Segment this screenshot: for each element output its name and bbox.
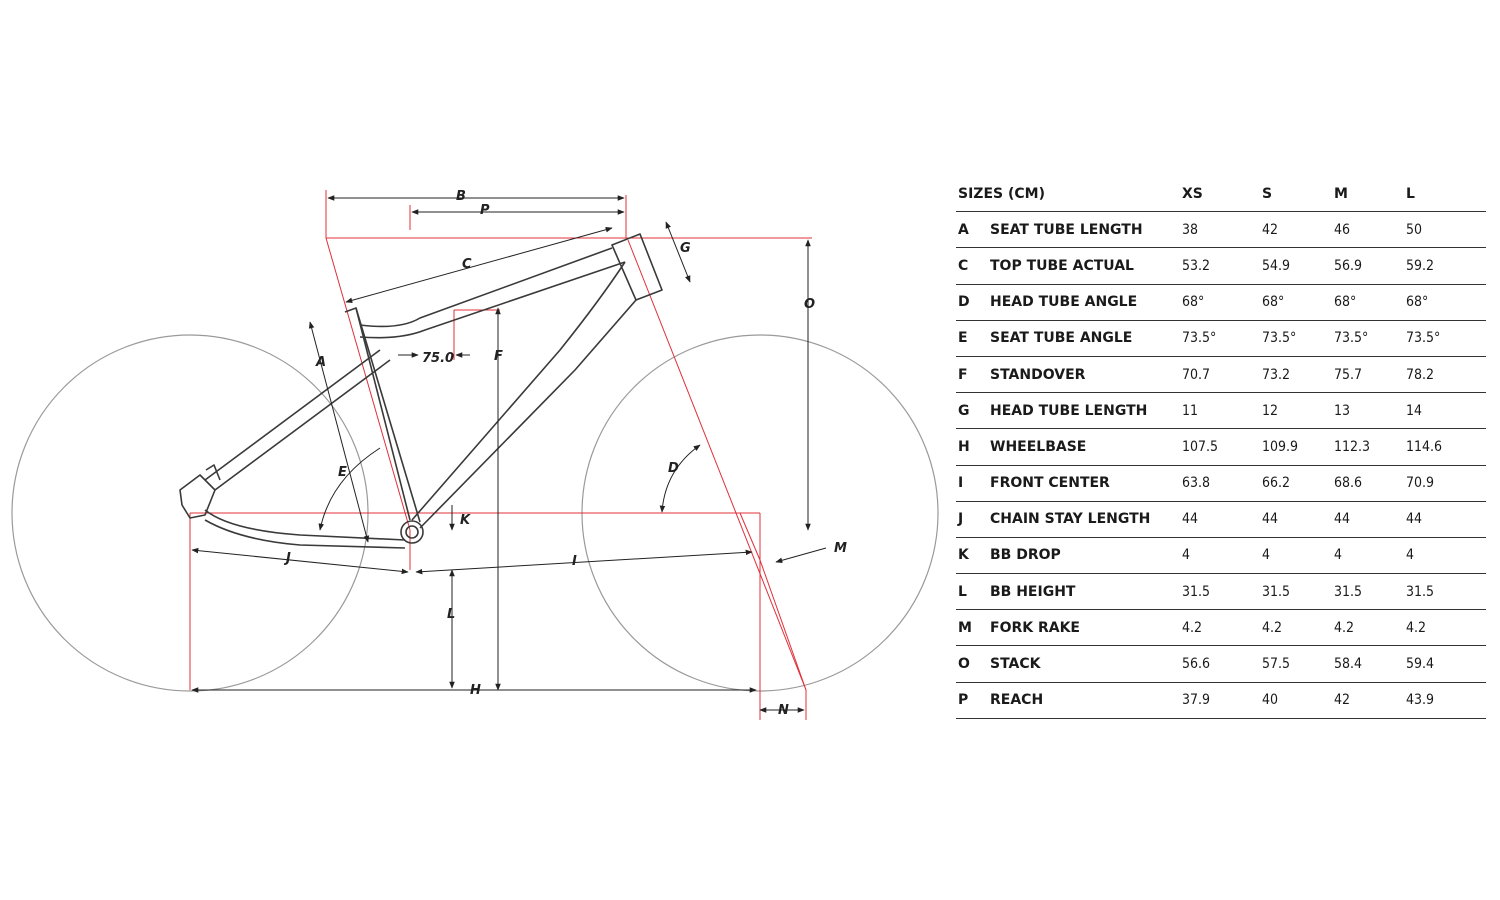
value-m: 4 [1334, 537, 1406, 573]
row-name: BB HEIGHT [990, 574, 1182, 610]
table-row [956, 393, 1486, 429]
row-code: J [956, 501, 990, 537]
label-i: I [572, 554, 577, 569]
value-l: 59.4 [1406, 646, 1486, 682]
value-l: 73.5° [1406, 320, 1486, 356]
header-xs: XS [1182, 176, 1262, 212]
value-xs: 11 [1182, 393, 1262, 429]
row-name: WHEELBASE [990, 429, 1182, 465]
value-m: 31.5 [1334, 574, 1406, 610]
table-row [956, 284, 1486, 320]
value-l: 4 [1406, 537, 1486, 573]
value-xs: 53.2 [1182, 248, 1262, 284]
row-code: A [956, 212, 990, 248]
value-m: 68° [1334, 284, 1406, 320]
value-xs: 31.5 [1182, 574, 1262, 610]
row-name: SEAT TUBE ANGLE [990, 320, 1182, 356]
row-code: E [956, 320, 990, 356]
value-s: 68° [1262, 284, 1334, 320]
value-m: 44 [1334, 501, 1406, 537]
value-m: 112.3 [1334, 429, 1406, 465]
table-row [956, 429, 1486, 465]
label-f: F [494, 349, 503, 364]
label-d: D [668, 461, 679, 476]
table-row [956, 610, 1486, 646]
table-row [956, 248, 1486, 284]
table-row [956, 320, 1486, 356]
value-m: 13 [1334, 393, 1406, 429]
row-code: D [956, 284, 990, 320]
value-s: 42 [1262, 212, 1334, 248]
table-row [956, 501, 1486, 537]
label-seat-angle: 75.0 [422, 351, 455, 366]
value-l: 59.2 [1406, 248, 1486, 284]
table-header-row [956, 176, 1486, 212]
table-row [956, 646, 1486, 682]
value-m: 42 [1334, 682, 1406, 718]
value-s: 73.5° [1262, 320, 1334, 356]
row-code: P [956, 682, 990, 718]
label-c: C [462, 257, 472, 272]
value-m: 58.4 [1334, 646, 1406, 682]
value-l: 44 [1406, 501, 1486, 537]
row-name: STACK [990, 646, 1182, 682]
row-code: F [956, 356, 990, 392]
value-l: 4.2 [1406, 610, 1486, 646]
value-m: 56.9 [1334, 248, 1406, 284]
row-name: CHAIN STAY LENGTH [990, 501, 1182, 537]
row-name: TOP TUBE ACTUAL [990, 248, 1182, 284]
value-l: 31.5 [1406, 574, 1486, 610]
row-name: STANDOVER [990, 356, 1182, 392]
dimension-lines [192, 198, 826, 710]
label-j: J [286, 551, 291, 566]
value-xs: 70.7 [1182, 356, 1262, 392]
row-code: M [956, 610, 990, 646]
value-s: 31.5 [1262, 574, 1334, 610]
row-code: H [956, 429, 990, 465]
value-s: 44 [1262, 501, 1334, 537]
value-m: 4.2 [1334, 610, 1406, 646]
value-xs: 68° [1182, 284, 1262, 320]
value-s: 4.2 [1262, 610, 1334, 646]
value-l: 78.2 [1406, 356, 1486, 392]
label-g: G [680, 241, 691, 256]
value-l: 50 [1406, 212, 1486, 248]
value-l: 70.9 [1406, 465, 1486, 501]
red-guide-lines [190, 190, 812, 720]
dimension-labels [283, 189, 847, 718]
value-s: 12 [1262, 393, 1334, 429]
header-m: M [1334, 176, 1406, 212]
table-row [956, 537, 1486, 573]
label-n: N [778, 703, 789, 718]
table-row [956, 574, 1486, 610]
table-row [956, 465, 1486, 501]
table-row [956, 356, 1486, 392]
geometry-table [956, 176, 1486, 719]
value-xs: 4.2 [1182, 610, 1262, 646]
row-name: HEAD TUBE LENGTH [990, 393, 1182, 429]
label-m: M [834, 541, 847, 556]
row-name: FORK RAKE [990, 610, 1182, 646]
row-code: O [956, 646, 990, 682]
value-s: 109.9 [1262, 429, 1334, 465]
label-o: O [804, 297, 816, 312]
row-code: K [956, 537, 990, 573]
value-m: 46 [1334, 212, 1406, 248]
label-e: E [338, 465, 347, 480]
value-l: 14 [1406, 393, 1486, 429]
header-l: L [1406, 176, 1486, 212]
value-s: 66.2 [1262, 465, 1334, 501]
label-h: H [470, 683, 481, 698]
row-code: I [956, 465, 990, 501]
value-m: 75.7 [1334, 356, 1406, 392]
value-xs: 63.8 [1182, 465, 1262, 501]
value-s: 40 [1262, 682, 1334, 718]
value-xs: 56.6 [1182, 646, 1262, 682]
value-m: 73.5° [1334, 320, 1406, 356]
table-row [956, 212, 1486, 248]
value-xs: 37.9 [1182, 682, 1262, 718]
value-s: 57.5 [1262, 646, 1334, 682]
row-name: REACH [990, 682, 1182, 718]
value-l: 114.6 [1406, 429, 1486, 465]
label-a: A [316, 355, 327, 370]
label-p: P [480, 203, 490, 218]
value-l: 68° [1406, 284, 1486, 320]
row-name: FRONT CENTER [990, 465, 1182, 501]
value-xs: 44 [1182, 501, 1262, 537]
row-name: BB DROP [990, 537, 1182, 573]
value-xs: 4 [1182, 537, 1262, 573]
value-s: 54.9 [1262, 248, 1334, 284]
row-name: SEAT TUBE LENGTH [990, 212, 1182, 248]
value-m: 68.6 [1334, 465, 1406, 501]
row-code: C [956, 248, 990, 284]
value-xs: 73.5° [1182, 320, 1262, 356]
value-s: 73.2 [1262, 356, 1334, 392]
header-s: S [1262, 176, 1334, 212]
value-s: 4 [1262, 537, 1334, 573]
label-l: L [447, 607, 456, 622]
value-xs: 38 [1182, 212, 1262, 248]
value-l: 43.9 [1406, 682, 1486, 718]
row-code: L [956, 574, 990, 610]
row-code: G [956, 393, 990, 429]
label-b: B [456, 189, 466, 204]
table-row [956, 682, 1486, 718]
value-xs: 107.5 [1182, 429, 1262, 465]
header-sizes: SIZES (CM) [956, 176, 1182, 212]
row-name: HEAD TUBE ANGLE [990, 284, 1182, 320]
label-k: K [460, 513, 471, 528]
